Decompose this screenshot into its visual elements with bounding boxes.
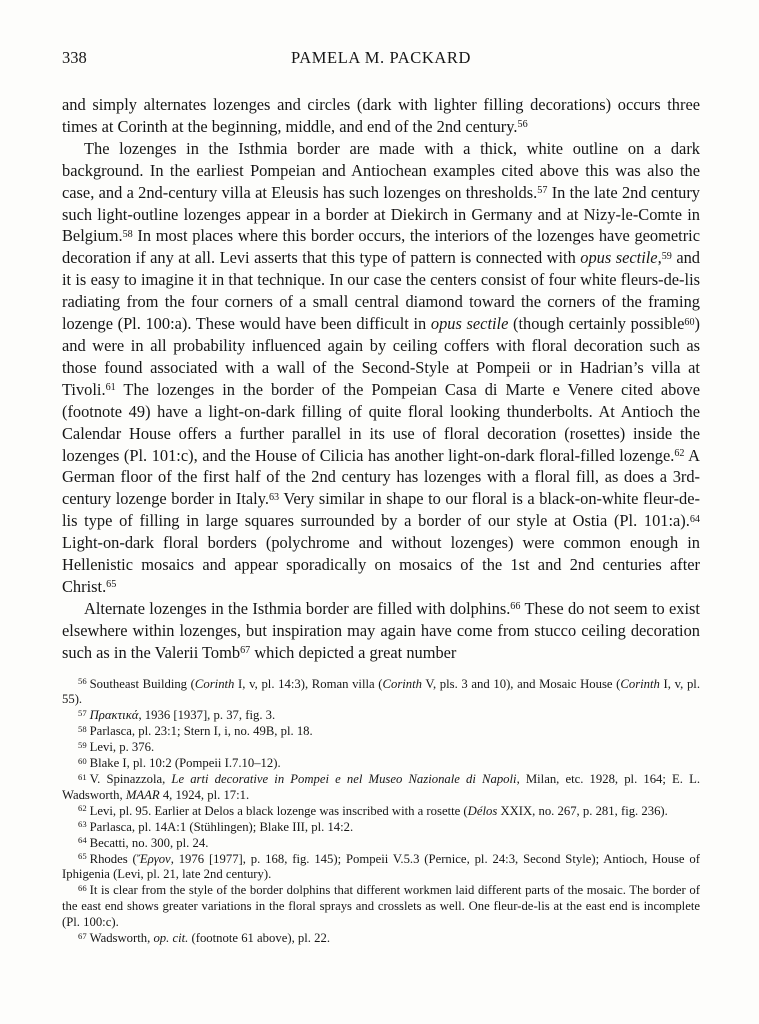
footnote — [62, 931, 700, 947]
text-run: , 1976 [1977], p. 168, fig. 145); Pompeii V.5.3 (Pernice, pl. 24:3, Second Style); Antioch, House of Iphigenia (Levi, pl. 21, late 2nd century). — [62, 851, 700, 882]
footnote-number: 62 — [78, 803, 87, 814]
italic-text: Le arti decorative in Pompei e nel Museo Nazionale di Napoli — [171, 772, 517, 786]
text-run: which depicted a great number — [250, 642, 457, 662]
text-run: Parlasca, pl. 23:1; Stern I, i, no. 49B, pl. 18. — [89, 724, 313, 739]
footnotes-section — [62, 677, 700, 947]
text-run: Wadsworth, — [89, 931, 154, 946]
text-run: It is clear from the style of the border dolphins that different workmen laid different parts of the mosaic. The border of the east end shows greater variations in the floral sprays and crosslets as well. One fleur-de-lis at the east end is incomplete (Pl. 100:c). — [62, 883, 700, 930]
text-block — [62, 48, 700, 947]
italic-text: Délos — [467, 803, 498, 818]
footnote — [62, 740, 700, 756]
body-paragraph — [62, 94, 700, 138]
text-run: Levi, p. 376. — [89, 740, 155, 755]
page-number: 338 — [62, 48, 87, 67]
footnote-ref: 59 — [661, 250, 672, 262]
text-run: V, pls. 3 and 10), and Mosaic House ( — [422, 676, 621, 691]
text-run: These do not seem to exist elsewhere within lozenges, but inspiration may again have come from stucco ceiling decoration such as in the Valerii Tomb — [62, 598, 700, 662]
footnote-number: 65 — [78, 851, 87, 862]
footnote-number: 63 — [78, 819, 87, 830]
text-run: Southeast Building ( — [89, 676, 195, 691]
footnote-ref: 64 — [689, 513, 700, 525]
text-run: , Milan, etc. 1928, pl. 164; E. L. Wadsworth, — [62, 772, 700, 802]
italic-text: Ἔργον — [136, 851, 171, 866]
text-run: , 1936 [1937], p. 37, fig. 3. — [138, 708, 276, 723]
footnote-ref: 61 — [105, 382, 116, 394]
footnote — [62, 772, 700, 804]
footnote-ref: 60 — [684, 316, 695, 328]
footnote — [62, 820, 700, 836]
footnote-number: 64 — [78, 835, 87, 846]
text-run: , — [657, 248, 662, 268]
page-header — [62, 48, 700, 70]
italic-text: Corinth — [620, 676, 660, 691]
footnote-ref: 57 — [537, 185, 548, 197]
text-run: The lozenges in the Isthmia border are made with a thick, white outline on a dark background. In the earliest Pompeian and Antiochean examples cited above this was also the case, and a 2nd-century villa at Eleusis has such lozenges on thresholds. — [62, 138, 700, 202]
italic-text: op. cit. — [153, 931, 189, 946]
text-run: (footnote 61 above), pl. 22. — [188, 931, 330, 946]
text-run: Light-on-dark floral borders (polychrome and without lozenges) were common enough in Hellenistic mosaics and appear sporadically on mosaics of the 1st and 2nd centuries after Christ. — [62, 533, 700, 596]
footnote — [62, 724, 700, 740]
footnote-ref: 66 — [510, 601, 521, 613]
text-run: The lozenges in the border of the Pompeian Casa di Marte e Venere cited above (footnote 49) have a light-on-dark filling of quite floral looking thunderbolts. At Antioch the Calendar House offers a further parallel in its use of floral decoration (rosettes) inside the lozenges (Pl. 101:c), and the House of Cilicia has another light-on-dark floral-filled lozenge. — [62, 379, 700, 465]
footnote-number: 56 — [78, 676, 87, 687]
text-run: Becatti, no. 300, pl. 24. — [89, 835, 209, 850]
text-run: V. Spinazzola, — [89, 772, 172, 786]
text-run: 4, 1924, pl. 17:1. — [159, 787, 250, 802]
footnote-number: 67 — [78, 930, 87, 941]
text-run: A German floor of the first half of the 2nd century has lozenges with a floral fill, as does a 3rd-century lozenge border in Italy. — [62, 445, 700, 509]
text-run: Blake I, pl. 10:2 (Pompeii I.7.10–12). — [89, 756, 281, 771]
footnote-number: 66 — [78, 882, 87, 893]
text-run: Levi, pl. 95. Earlier at Delos a black lozenge was inscribed with a rosette ( — [89, 803, 468, 818]
text-run: I, v, pl. 55). — [62, 676, 700, 707]
footnote — [62, 836, 700, 852]
text-run: and it is easy to imagine it in that technique. In our case the centers consist of four white fleurs-de-lis radiating from the four corners of a small central diamond toward the corners of the framing lozenge (Pl. 100:a). These would have been difficult in — [62, 248, 700, 334]
footnote-number: 58 — [78, 723, 87, 734]
footnote-ref: 56 — [517, 119, 528, 131]
italic-text: MAAR — [125, 787, 160, 802]
footnote — [62, 852, 700, 884]
italic-text: opus sectile — [430, 314, 509, 334]
body-text — [62, 94, 700, 664]
body-paragraph — [62, 138, 700, 598]
footnote — [62, 883, 700, 931]
text-run: ) and were in all probability influenced again by ceiling coffers with floral decoration such as those found associated with a wall of the Second-Style at Pompeii or in Hadrian’s villa at Tivoli. — [62, 314, 700, 399]
footnote-number: 60 — [78, 755, 87, 766]
footnote — [62, 677, 700, 709]
text-run: Parlasca, pl. 14A:1 (Stühlingen); Blake III, pl. 14:2. — [89, 819, 354, 834]
footnote — [62, 804, 700, 820]
footnote-ref: 62 — [674, 447, 685, 459]
footnote-number: 59 — [78, 739, 87, 750]
footnote — [62, 708, 700, 724]
text-run: Rhodes ( — [89, 851, 137, 866]
footnote-ref: 63 — [268, 491, 280, 503]
text-run: In most places where this border occurs, the interiors of the lozenges have geometric decoration if any at all. Levi asserts that this type of pattern is connected with — [62, 226, 700, 268]
footnote-number: 61 — [78, 771, 87, 782]
italic-text: Corinth — [382, 676, 422, 691]
italic-text: Corinth — [194, 676, 235, 691]
running-title: PAMELA M. PACKARD — [291, 48, 471, 67]
body-paragraph — [62, 598, 700, 664]
text-run: Very similar in shape to our floral is a black-on-white fleur-de-lis type of filling in large squares surrounded by a border of our style at Ostia (Pl. 101:a). — [62, 489, 700, 531]
footnote-number: 57 — [78, 707, 87, 718]
text-run: (though certainly possible — [508, 314, 685, 334]
text-run: XXIX, no. 267, p. 281, fig. 236). — [497, 803, 668, 818]
footnote — [62, 756, 700, 772]
text-run: and simply alternates lozenges and circles (dark with lighter filling decorations) occurs three times at Corinth at the beginning, middle, and end of the 2nd century. — [62, 95, 700, 136]
italic-text: opus sectile — [580, 248, 658, 268]
footnote-ref: 58 — [122, 228, 133, 240]
footnote-ref: 67 — [240, 645, 251, 657]
text-run: I, v, pl. 14:3), Roman villa ( — [234, 676, 383, 691]
footnote-ref: 65 — [106, 579, 117, 591]
text-run: Alternate lozenges in the Isthmia border are filled with dolphins. — [84, 598, 511, 618]
text-run: In the late 2nd century such light-outline lozenges appear in a border at Diekirch in Germany and at Nizy-le-Comte in Belgium. — [62, 182, 700, 246]
italic-text: Πρακτικά — [89, 708, 139, 723]
